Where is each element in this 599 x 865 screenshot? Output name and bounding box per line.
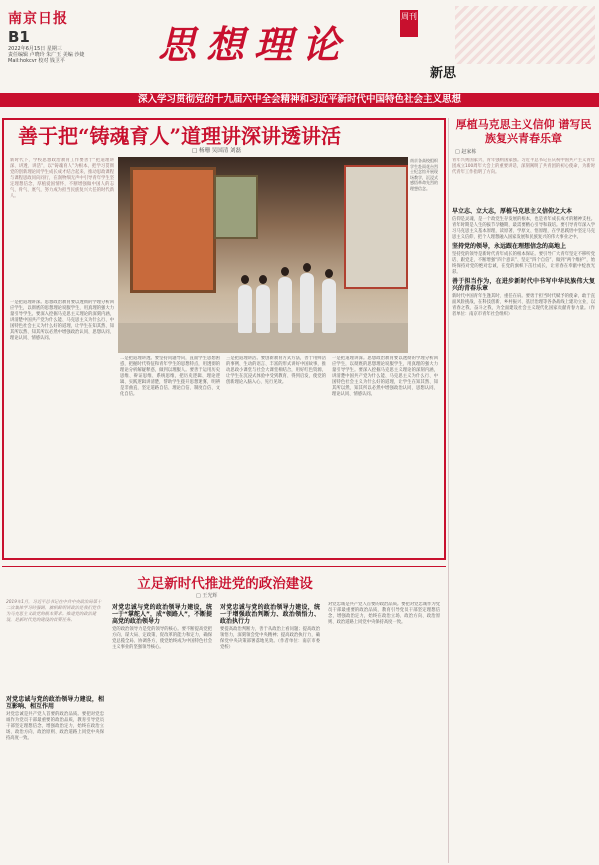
bottom-section-text: 党的政治领导力是党的领导的核心。要不断提高党把方向、谋大局、定政策、促改革的能力和定力，确保党总揽全局、协调各方，使党始终成为中国特色社会主义事业的坚强领导核心。 bbox=[112, 627, 212, 650]
bottom-subheading: 对党忠诚与党的政治领导力建设，统一于增强政治判断力、政治领悟力、政治执行力 bbox=[220, 604, 320, 625]
painting-small bbox=[214, 175, 258, 239]
bottom-byline: □ 王光辉 bbox=[196, 593, 218, 599]
visitor bbox=[300, 273, 314, 333]
right-byline: □ 赵家栋 bbox=[455, 149, 477, 155]
bottom-section-text: 要提高政治判断力，善于从政治上看问题；提高政治领悟力，深刻领会党中央精神；提高政治执行力，确保党中央决策部署落地见效。（作者单位：南京市委党校） bbox=[220, 627, 320, 650]
right-subheading: 早立志、立大志，厚植马克思主义信仰之大本 bbox=[452, 208, 573, 215]
right-section-text: 坚持党的领导是新时代青年成长的根本保证。要引导广大青年坚定不移听党话、跟党走，不断增强“四个意识”、坚定“四个自信”、做到“两个维护”，始终保持对党的绝对忠诚，在党的旗帜下茁壮成长，让青春在奉献中绽放光彩。 bbox=[452, 252, 595, 275]
bottom-subheading: 对党忠诚与党的政治领导力建设，相互影响、相互作用 bbox=[6, 696, 104, 710]
main-lede: 新时代下，学校思想政治教育工作要善于“把道理讲深、讲透、讲活”，以“铸魂育人”为根本，把学习贯彻党的创新理论同学生成长成才结合起来，推动思政课程与课程思政同向同行，在润物细无声中引导青年学生坚定理想信念，厚植爱国情怀，不断增强做中国人的志气、骨气、底气，努力成为担当民族复兴大任的时代新人。 bbox=[10, 158, 114, 199]
weekly-badge: 周刊 bbox=[400, 10, 418, 37]
section-title: 思想理论 bbox=[158, 22, 351, 67]
right-headline[interactable]: 厚植马克思主义信仰 谱写民族复兴青春乐章 bbox=[455, 118, 592, 145]
right-subheading: 善于担当作为，在进步新时代中书写中华民族伟大复兴的青春乐章 bbox=[452, 278, 595, 292]
main-column-2 bbox=[120, 356, 220, 552]
masthead-decoration bbox=[455, 6, 595, 64]
photo-caption: 南京各高校组织学生赴雨花台烈士纪念馆开展现场教学，沉浸式感悟革命先烈的理想信念。 bbox=[410, 158, 438, 191]
visitor bbox=[278, 277, 292, 333]
painting-left bbox=[130, 167, 216, 293]
bottom-section-text: 对党忠诚是共产党人首要的政治品质。要把对党忠诚作为党员干部最重要的政治品质，教育引导党员干部坚定理想信念，增强政治定力，始终在政治立场、政治方向、政治原则、政治道路上同党中央保持高度一致。 bbox=[328, 602, 440, 625]
main-headline[interactable]: 善于把“铸魂育人”道理讲深讲透讲活 bbox=[18, 124, 342, 148]
bottom-column-2 bbox=[112, 602, 212, 860]
main-section-text: 一是把道理讲深。思想政治教育要以透彻的学理分析回应学生，以彻底的思想理论说服学生，用真理的强大力量引导学生。要深入挖掘马克思主义理论的深刻内涵，讲清楚中国共产党为什么能、马克思主义为什么行、中国特色社会主义为什么好的道理，让学生在知其然、知其所以然、知其所以必然中增强政治认同、思想认同、理论认同、情感认同。 bbox=[10, 300, 114, 341]
bottom-section-text: 对党忠诚是共产党人首要的政治品质。要把对党忠诚作为党员干部最重要的政治品质，教育引导党员干部坚定理想信念，增强政治定力，始终在政治立场、政治方向、政治原则、政治道路上同党中央保持高度一致。 bbox=[6, 712, 104, 741]
meta-line: Mail:hokcvr 校对 钱卫平 bbox=[8, 58, 65, 64]
visitor bbox=[256, 285, 270, 333]
section-subtitle: 新思 bbox=[430, 66, 457, 81]
section-divider bbox=[2, 566, 446, 567]
masthead-meta bbox=[8, 46, 118, 64]
bottom-lede: 2019年1月，习近平总书记在中共中央政治局第十二次集体学习时强调，旗帜鲜明讲政治是我们党作为马克思主义政党的根本要求。推进党的政治建设，是新时代党的建设的首要任务。 bbox=[6, 600, 102, 623]
main-section-text: 三是把道理讲活。要创新教育方式方法，善于用鲜活的事例、生动的语言、丰富的形式讲好中国故事，推动思政小课堂与社会大课堂相结合，用好红色资源，让学生在沉浸式体验中受到教育、得到启发，使党的创新理论入脑入心、见行见效。 bbox=[226, 356, 326, 385]
main-column-3 bbox=[226, 356, 326, 552]
meta-line: 责任编辑 卢晓玲 朱广玉 美编 沙婕 bbox=[8, 52, 85, 58]
bottom-column-3 bbox=[220, 602, 320, 860]
bottom-column-1 bbox=[6, 694, 104, 860]
right-section-text: 信仰是灵魂，是一个政党生存发展的根本，也是青年成长成才的精神支柱。青年时期是人生的拔节孕穗期，最需要精心引导和栽培。要引导青年深入学习马克思主义基本原理，读原著、学原文、悟原理，在学思践悟中坚定马克思主义信仰，把个人理想融入国家发展和民族复兴的伟大事业之中。 bbox=[452, 217, 595, 240]
exhibit-panel bbox=[344, 165, 408, 289]
main-photo bbox=[118, 157, 408, 353]
main-column-4 bbox=[332, 356, 438, 552]
main-column-1 bbox=[10, 300, 114, 552]
main-section-text: 一是把道理讲深。思想政治教育要以透彻的学理分析回应学生，以彻底的思想理论说服学生，用真理的强大力量引导学生。要深入挖掘马克思主义理论的深刻内涵，讲清楚中国共产党为什么能、马克思主义为什么行、中国特色社会主义为什么好的道理，让学生在知其然、知其所以然、知其所以必然中增强政治认同、思想认同、理论认同、情感认同。 bbox=[332, 356, 438, 397]
page-number: B1 bbox=[8, 28, 30, 46]
right-subheading: 坚持党的领导，永远跟在理想信念的高地上 bbox=[452, 243, 567, 250]
main-section-text: 二是把道理讲透。要坚持问题导向，直面学生思想困惑，把握时代特征和青年学生的思想特点，用透彻的理论分析解疑释惑，做到以理服人。要善于运用历史思维、辩证思维、系统思维，把历史逻辑、理论逻辑、实践逻辑讲清楚，帮助学生拨开思想迷雾，明辨是非曲直，坚定道路自信、理论自信、制度自信、文化自信。 bbox=[120, 356, 220, 397]
bottom-headline[interactable]: 立足新时代推进党的政治建设 bbox=[137, 576, 313, 592]
visitor bbox=[238, 285, 252, 333]
main-byline: □ 杨珊 吴国清 刘磊 bbox=[192, 148, 241, 154]
right-lede: 青年兴则国家兴，青年强则国家强。习近平总书记在庆祝中国共产主义青年团成立100周年大会上的重要讲话，深刻阐明了共青团的初心使命，为新时代青年工作指明了方向。 bbox=[452, 158, 595, 175]
right-section-text: 新时代中国青年生逢其时、重任在肩。要勇于担当时代赋予的使命，敢于直面风险挑战，在科技创新、乡村振兴、基层治理等各条战线上建功立业，以青春之我、奋斗之我，为全面建设社会主义现代化国家贡献青春力量。（作者单位：南京市青年社会组织） bbox=[452, 294, 595, 317]
bottom-subheading: 对党忠诚与党的政治领导力建设，统一于“掌舵人”，成“领路人”，不断提高党的政治领导力 bbox=[112, 604, 212, 625]
newspaper-logo: 南京日报 bbox=[8, 11, 68, 27]
visitor bbox=[322, 279, 336, 333]
bottom-column-4 bbox=[328, 602, 440, 860]
banner-text: 深入学习贯彻党的十九届六中全会精神和习近平新时代中国特色社会主义思想 bbox=[137, 94, 461, 105]
right-body bbox=[452, 206, 595, 861]
meta-line: 2022年6月15日 星期三 bbox=[8, 46, 62, 52]
column-divider bbox=[448, 118, 449, 863]
topic-banner bbox=[0, 93, 599, 107]
